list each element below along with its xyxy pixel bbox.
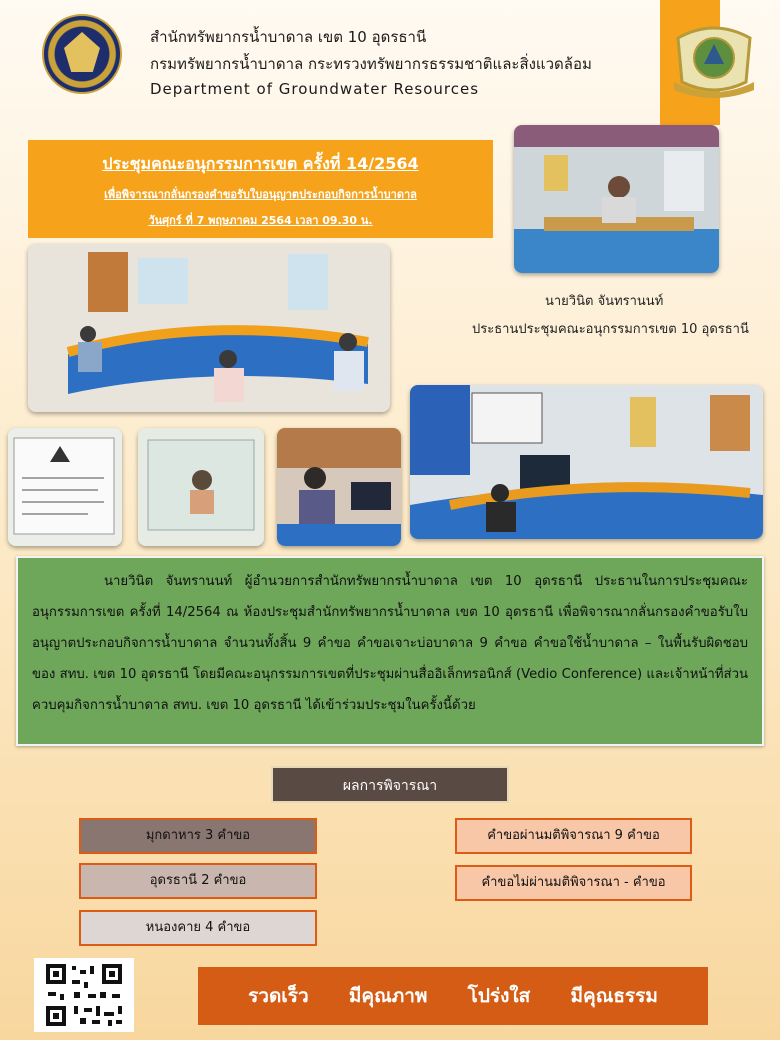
value-integrity: มีคุณธรรม bbox=[570, 985, 658, 1007]
meeting-purpose: เพื่อพิจารณากลั่นกรองคำขอรับใบอนุญาตประกอบกิจการน้ำบาดาล bbox=[104, 188, 417, 201]
header-ministry-name: กรมทรัพยากรน้ำบาดาล กระทรวงทรัพยากรธรรมชาติและสิ่งแวดล้อม bbox=[150, 55, 592, 73]
header-english-name: Department of Groundwater Resources bbox=[150, 80, 480, 98]
value-transparent: โปร่งใส bbox=[467, 985, 531, 1007]
video-conference-screen-photo bbox=[138, 428, 264, 546]
meeting-title: ประชุมคณะอนุกรรมการเขต ครั้งที่ 14/2564 bbox=[102, 154, 419, 173]
chairman-role: ประธานประชุมคณะอนุกรรมการเขต 10 อุดรธานี bbox=[472, 322, 749, 337]
participant-laptop-photo bbox=[277, 428, 401, 546]
value-fast: รวดเร็ว bbox=[248, 985, 309, 1007]
header-office-name: สำนักทรัพยากรน้ำบาดาล เขต 10 อุดรธานี bbox=[150, 28, 427, 46]
chairman-name: นายวินิต จันทรานนท์ bbox=[545, 294, 664, 309]
meeting-date: วันศุกร์ ที่ 7 พฤษภาคม 2564 เวลา 09.30 น. bbox=[148, 214, 373, 227]
meeting-room-photo-1 bbox=[28, 244, 390, 412]
document-screen-photo bbox=[8, 428, 122, 546]
department-logo bbox=[42, 14, 122, 94]
province-count-mukdahan: มุกดาหาร 3 คำขอ bbox=[79, 818, 317, 854]
meeting-room-photo-2 bbox=[410, 385, 763, 539]
passed-requests: คำขอผ่านมติพิจารณา 9 คำขอ bbox=[455, 818, 692, 854]
emblem-logo bbox=[668, 18, 760, 100]
chairman-photo bbox=[514, 125, 719, 273]
value-quality: มีคุณภาพ bbox=[348, 985, 428, 1007]
meeting-summary-box bbox=[16, 556, 764, 746]
failed-requests: คำขอไม่ผ่านมติพิจารณา - คำขอ bbox=[455, 865, 692, 901]
province-count-nongkhai: หนองคาย 4 คำขอ bbox=[79, 910, 317, 946]
results-heading: ผลการพิจารณา bbox=[271, 766, 509, 803]
province-count-udonthani: อุดรธานี 2 คำขอ bbox=[79, 863, 317, 899]
meeting-summary-text: นายวินิต จันทรานนท์ ผู้อำนวยการสำนักทรัพยากรน้ำบาดาล เขต 10 อุดรธานี ประธานในการประชุมคณะอนุกรรมการเขต ครั้งที่ 14/2564 ณ ห้องประชุมสำนักทรัพยากรน้ำบาดาล เขต 10 อุดรธานี เพื่อพิจารณากลั่นกรองคำขอรับใบอนุญาตประกอบกิจการน้ำบาดาล จำนวนทั้งสิ้น 9 คำขอ คำขอเจาะบ่อบาดาล 9 คำขอ คำขอใช้น้ำบาดาล – ในพื้นรับผิดชอบของ สทบ. เขต 10 อุดรธานี โดยมีคณะอนุกรรมการเขตที่ประชุมผ่านสื่ออิเล็กทรอนิกส์ (Vedio Conference) และเจ้าหน้าที่ส่วนควบคุมกิจการน้ำบาดาล สทบ. เขต 10 อุดรธานี ได้เข้าร่วมประชุมในครั้งนี้ด้วย bbox=[32, 574, 748, 713]
meeting-title-box bbox=[28, 140, 493, 238]
core-values-bar bbox=[198, 967, 708, 1025]
qr-code[interactable] bbox=[34, 958, 134, 1032]
